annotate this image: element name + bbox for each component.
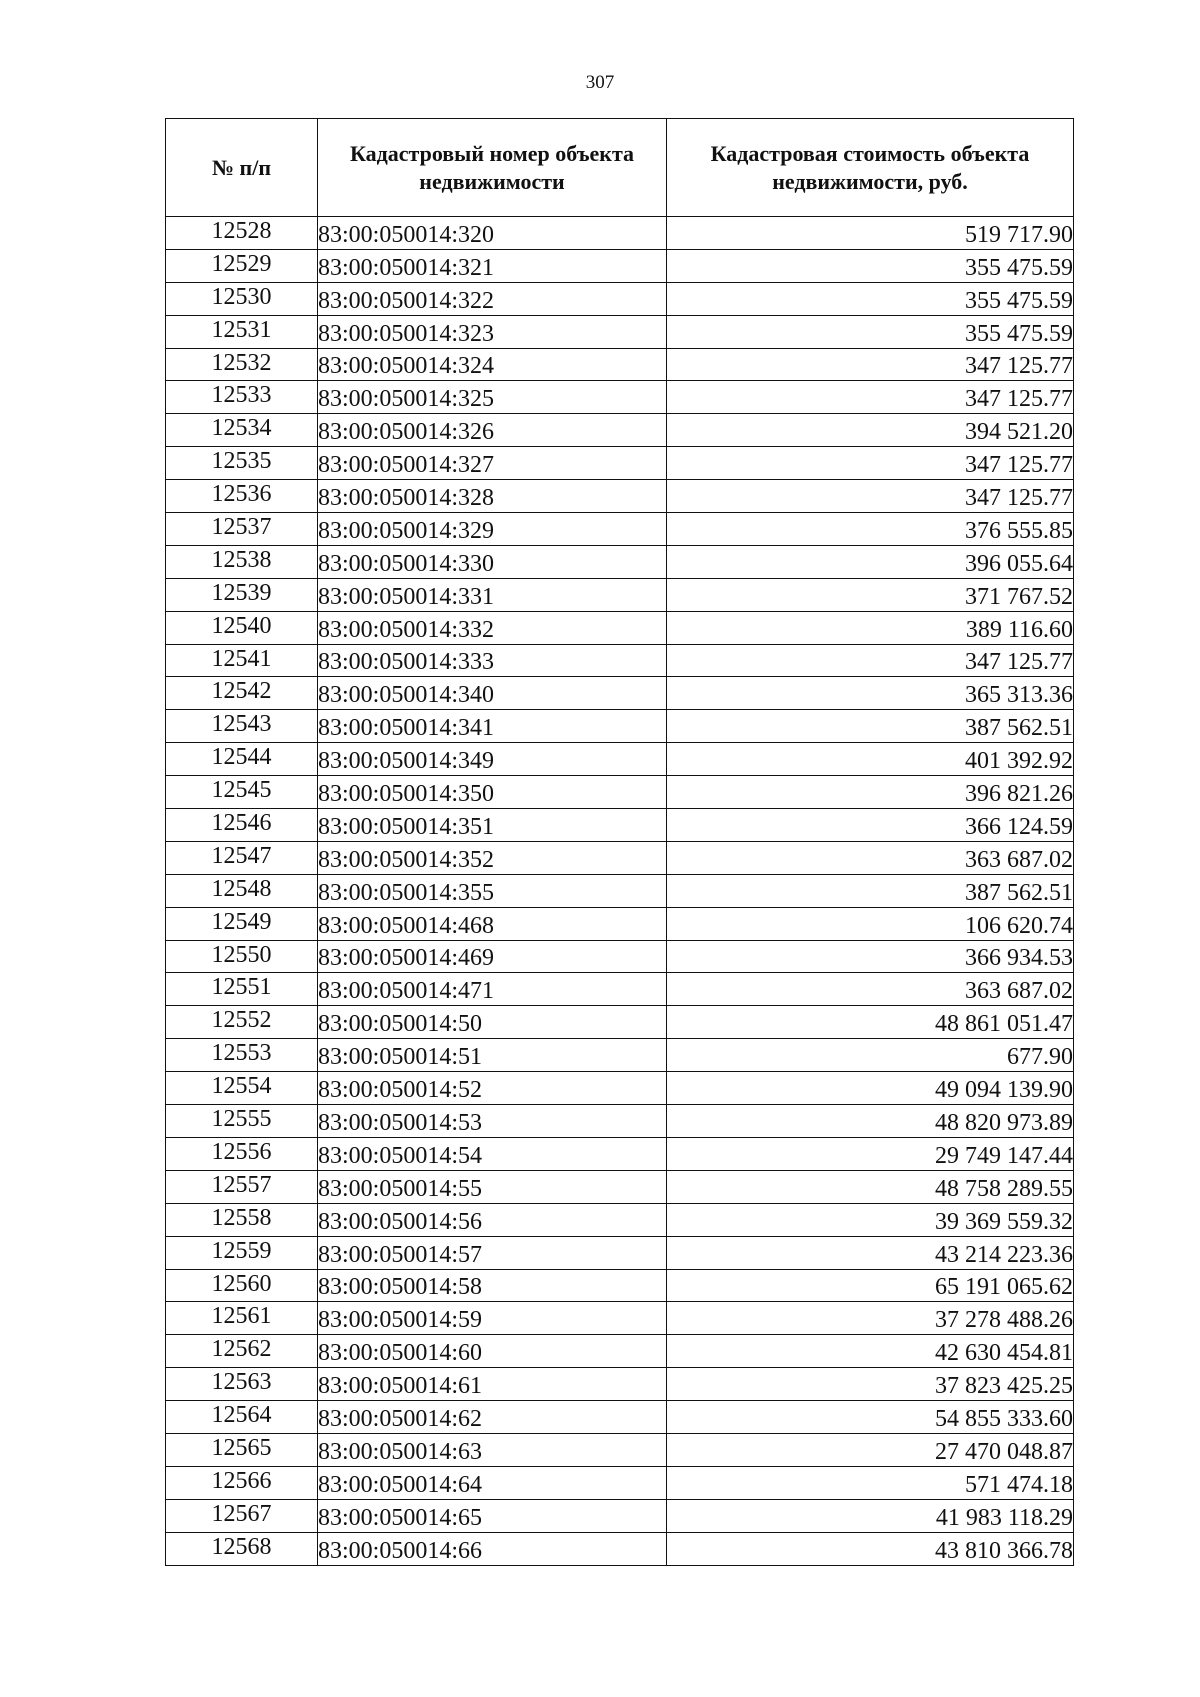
- row-number-cell: 12568: [166, 1532, 318, 1565]
- cadastral-number-cell: 83:00:050014:65: [318, 1499, 667, 1532]
- cadastral-value-cell: 387 562.51: [667, 874, 1074, 907]
- table-row: [166, 1006, 1074, 1039]
- row-number-cell: 12550: [166, 940, 318, 973]
- cadastral-value-cell: 363 687.02: [667, 973, 1074, 1006]
- cadastral-number-cell: 83:00:050014:55: [318, 1170, 667, 1203]
- cadastral-value-cell: 396 821.26: [667, 776, 1074, 809]
- cadastral-number-cell: 83:00:050014:57: [318, 1236, 667, 1269]
- cadastral-value-cell: 396 055.64: [667, 545, 1074, 578]
- row-number-cell: 12532: [166, 348, 318, 381]
- cadastral-number-cell: 83:00:050014:63: [318, 1433, 667, 1466]
- row-number-cell: 12541: [166, 644, 318, 677]
- header-cadastral-number: Кадастровый номер объекта недвижимости: [318, 119, 667, 217]
- row-number-cell: 12544: [166, 743, 318, 776]
- cadastral-number-cell: 83:00:050014:328: [318, 480, 667, 513]
- table-row: [166, 480, 1074, 513]
- cadastral-value-cell: 43 214 223.36: [667, 1236, 1074, 1269]
- table-row: [166, 1302, 1074, 1335]
- cadastral-number-cell: 83:00:050014:321: [318, 249, 667, 282]
- table-row: [166, 1433, 1074, 1466]
- table-row: [166, 677, 1074, 710]
- cadastral-number-cell: 83:00:050014:53: [318, 1105, 667, 1138]
- cadastral-value-cell: 387 562.51: [667, 710, 1074, 743]
- table-row: [166, 348, 1074, 381]
- row-number-cell: 12560: [166, 1269, 318, 1302]
- table-row: [166, 1072, 1074, 1105]
- cadastral-value-cell: 347 125.77: [667, 381, 1074, 414]
- row-number-cell: 12559: [166, 1236, 318, 1269]
- row-number-cell: 12528: [166, 217, 318, 250]
- table-row: [166, 644, 1074, 677]
- cadastral-value-cell: 41 983 118.29: [667, 1499, 1074, 1532]
- table-row: [166, 1105, 1074, 1138]
- table-row: [166, 282, 1074, 315]
- cadastral-value-cell: 401 392.92: [667, 743, 1074, 776]
- table-row: [166, 809, 1074, 842]
- table-row: [166, 1499, 1074, 1532]
- cadastral-number-cell: 83:00:050014:64: [318, 1466, 667, 1499]
- table-row: [166, 1368, 1074, 1401]
- table-row: [166, 545, 1074, 578]
- cadastral-number-cell: 83:00:050014:58: [318, 1269, 667, 1302]
- table-row: [166, 1466, 1074, 1499]
- cadastral-number-cell: 83:00:050014:332: [318, 611, 667, 644]
- table-row: [166, 1039, 1074, 1072]
- cadastral-value-cell: 571 474.18: [667, 1466, 1074, 1499]
- table-row: [166, 1401, 1074, 1434]
- cadastral-value-cell: 355 475.59: [667, 282, 1074, 315]
- page-number: 307: [585, 72, 615, 93]
- cadastral-value-cell: 677.90: [667, 1039, 1074, 1072]
- cadastral-value-cell: 65 191 065.62: [667, 1269, 1074, 1302]
- cadastral-value-cell: 347 125.77: [667, 480, 1074, 513]
- table-row: [166, 1137, 1074, 1170]
- row-number-cell: 12535: [166, 447, 318, 480]
- cadastral-value-cell: 48 861 051.47: [667, 1006, 1074, 1039]
- cadastral-value-cell: 39 369 559.32: [667, 1203, 1074, 1236]
- row-number-cell: 12542: [166, 677, 318, 710]
- cadastral-number-cell: 83:00:050014:330: [318, 545, 667, 578]
- table-row: [166, 249, 1074, 282]
- cadastral-value-cell: 49 094 139.90: [667, 1072, 1074, 1105]
- table-row: [166, 217, 1074, 250]
- cadastral-value-cell: 27 470 048.87: [667, 1433, 1074, 1466]
- cadastral-value-cell: 48 820 973.89: [667, 1105, 1074, 1138]
- row-number-cell: 12555: [166, 1105, 318, 1138]
- cadastral-number-cell: 83:00:050014:324: [318, 348, 667, 381]
- row-number-cell: 12566: [166, 1466, 318, 1499]
- table-row: [166, 710, 1074, 743]
- cadastral-number-cell: 83:00:050014:341: [318, 710, 667, 743]
- table-row: [166, 874, 1074, 907]
- row-number-cell: 12561: [166, 1302, 318, 1335]
- row-number-cell: 12551: [166, 973, 318, 1006]
- cadastral-number-cell: 83:00:050014:329: [318, 513, 667, 546]
- cadastral-value-cell: 54 855 333.60: [667, 1401, 1074, 1434]
- table-row: [166, 381, 1074, 414]
- row-number-cell: 12547: [166, 841, 318, 874]
- table-row: [166, 1532, 1074, 1565]
- cadastral-number-cell: 83:00:050014:62: [318, 1401, 667, 1434]
- cadastral-number-cell: 83:00:050014:323: [318, 315, 667, 348]
- row-number-cell: 12545: [166, 776, 318, 809]
- row-number-cell: 12546: [166, 809, 318, 842]
- table-row: [166, 1236, 1074, 1269]
- cadastral-number-cell: 83:00:050014:468: [318, 907, 667, 940]
- table-row: [166, 414, 1074, 447]
- cadastral-number-cell: 83:00:050014:471: [318, 973, 667, 1006]
- row-number-cell: 12552: [166, 1006, 318, 1039]
- table-row: [166, 1170, 1074, 1203]
- cadastral-number-cell: 83:00:050014:50: [318, 1006, 667, 1039]
- table-row: [166, 513, 1074, 546]
- row-number-cell: 12536: [166, 480, 318, 513]
- header-row-number: № п/п: [166, 119, 318, 217]
- row-number-cell: 12556: [166, 1137, 318, 1170]
- cadastral-number-cell: 83:00:050014:66: [318, 1532, 667, 1565]
- cadastral-number-cell: 83:00:050014:56: [318, 1203, 667, 1236]
- cadastral-value-cell: 366 124.59: [667, 809, 1074, 842]
- table-row: [166, 1269, 1074, 1302]
- table-row: [166, 1335, 1074, 1368]
- row-number-cell: 12530: [166, 282, 318, 315]
- cadastral-value-cell: 389 116.60: [667, 611, 1074, 644]
- cadastral-number-cell: 83:00:050014:320: [318, 217, 667, 250]
- table-row: [166, 743, 1074, 776]
- cadastral-value-cell: 394 521.20: [667, 414, 1074, 447]
- cadastral-number-cell: 83:00:050014:326: [318, 414, 667, 447]
- cadastral-value-cell: 363 687.02: [667, 841, 1074, 874]
- cadastral-number-cell: 83:00:050014:349: [318, 743, 667, 776]
- cadastral-value-cell: 365 313.36: [667, 677, 1074, 710]
- cadastral-number-cell: 83:00:050014:350: [318, 776, 667, 809]
- header-cadastral-value: Кадастровая стоимость объекта недвижимости, руб.: [667, 119, 1074, 217]
- table-row: [166, 611, 1074, 644]
- row-number-cell: 12549: [166, 907, 318, 940]
- cadastral-value-cell: 48 758 289.55: [667, 1170, 1074, 1203]
- cadastral-number-cell: 83:00:050014:52: [318, 1072, 667, 1105]
- row-number-cell: 12533: [166, 381, 318, 414]
- cadastral-value-cell: 106 620.74: [667, 907, 1074, 940]
- row-number-cell: 12558: [166, 1203, 318, 1236]
- cadastral-number-cell: 83:00:050014:51: [318, 1039, 667, 1072]
- row-number-cell: 12537: [166, 513, 318, 546]
- cadastral-value-cell: 355 475.59: [667, 249, 1074, 282]
- cadastral-value-cell: 29 749 147.44: [667, 1137, 1074, 1170]
- row-number-cell: 12553: [166, 1039, 318, 1072]
- row-number-cell: 12565: [166, 1433, 318, 1466]
- row-number-cell: 12534: [166, 414, 318, 447]
- table-row: [166, 841, 1074, 874]
- cadastral-number-cell: 83:00:050014:351: [318, 809, 667, 842]
- cadastral-value-cell: 43 810 366.78: [667, 1532, 1074, 1565]
- row-number-cell: 12554: [166, 1072, 318, 1105]
- cadastral-number-cell: 83:00:050014:469: [318, 940, 667, 973]
- table-row: [166, 578, 1074, 611]
- cadastral-number-cell: 83:00:050014:54: [318, 1137, 667, 1170]
- cadastral-value-cell: 519 717.90: [667, 217, 1074, 250]
- cadastral-value-cell: 347 125.77: [667, 447, 1074, 480]
- cadastral-number-cell: 83:00:050014:331: [318, 578, 667, 611]
- row-number-cell: 12543: [166, 710, 318, 743]
- row-number-cell: 12539: [166, 578, 318, 611]
- row-number-cell: 12548: [166, 874, 318, 907]
- cadastral-value-cell: 355 475.59: [667, 315, 1074, 348]
- cadastral-value-cell: 347 125.77: [667, 644, 1074, 677]
- table-row: [166, 776, 1074, 809]
- cadastral-number-cell: 83:00:050014:333: [318, 644, 667, 677]
- row-number-cell: 12538: [166, 545, 318, 578]
- cadastral-number-cell: 83:00:050014:327: [318, 447, 667, 480]
- table-row: [166, 447, 1074, 480]
- row-number-cell: 12562: [166, 1335, 318, 1368]
- row-number-cell: 12564: [166, 1401, 318, 1434]
- cadastral-value-cell: 366 934.53: [667, 940, 1074, 973]
- cadastral-number-cell: 83:00:050014:61: [318, 1368, 667, 1401]
- table-row: [166, 973, 1074, 1006]
- row-number-cell: 12557: [166, 1170, 318, 1203]
- table-row: [166, 940, 1074, 973]
- cadastral-number-cell: 83:00:050014:325: [318, 381, 667, 414]
- cadastral-value-cell: 37 823 425.25: [667, 1368, 1074, 1401]
- row-number-cell: 12567: [166, 1499, 318, 1532]
- cadastral-number-cell: 83:00:050014:60: [318, 1335, 667, 1368]
- cadastral-value-cell: 37 278 488.26: [667, 1302, 1074, 1335]
- row-number-cell: 12531: [166, 315, 318, 348]
- cadastral-number-cell: 83:00:050014:322: [318, 282, 667, 315]
- cadastral-value-table: [165, 118, 1074, 1566]
- table-header-row: [166, 119, 1074, 217]
- row-number-cell: 12563: [166, 1368, 318, 1401]
- cadastral-value-cell: 371 767.52: [667, 578, 1074, 611]
- cadastral-value-cell: 42 630 454.81: [667, 1335, 1074, 1368]
- row-number-cell: 12540: [166, 611, 318, 644]
- cadastral-number-cell: 83:00:050014:355: [318, 874, 667, 907]
- table-row: [166, 315, 1074, 348]
- table-body: [166, 217, 1074, 1566]
- cadastral-number-cell: 83:00:050014:340: [318, 677, 667, 710]
- table-row: [166, 907, 1074, 940]
- table-row: [166, 1203, 1074, 1236]
- cadastral-value-cell: 347 125.77: [667, 348, 1074, 381]
- cadastral-number-cell: 83:00:050014:352: [318, 841, 667, 874]
- cadastral-value-cell: 376 555.85: [667, 513, 1074, 546]
- row-number-cell: 12529: [166, 249, 318, 282]
- cadastral-number-cell: 83:00:050014:59: [318, 1302, 667, 1335]
